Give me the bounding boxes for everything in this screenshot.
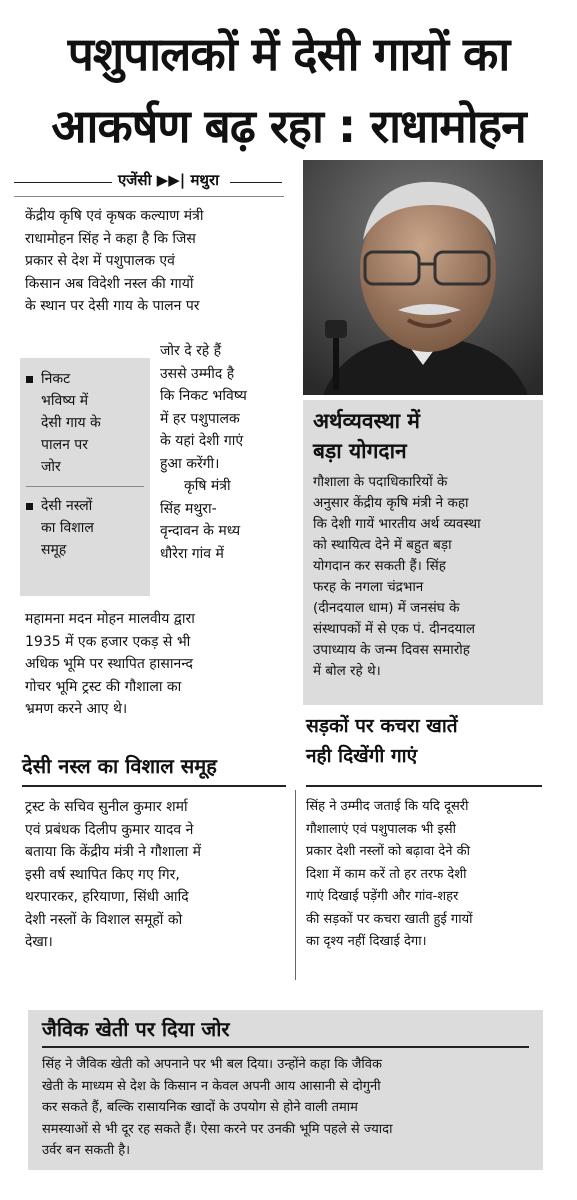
byline: एजेंसी ▶▶| मथुरा [118,171,220,189]
narrow-paragraph [160,340,287,565]
column-divider [295,790,296,980]
text-line: उससे उम्मीद है [160,365,235,382]
minister-portrait-photo [303,160,543,395]
text-line: का विशाल [41,520,94,536]
sidebox-text [313,472,533,682]
text-line: भविष्य में [41,393,89,409]
text-line: की सड़कों पर कचरा खाती हुई गायों [306,911,473,927]
text-line: देखा। [25,934,53,950]
text-line: प्रकार से देश में पशुपालक एवं [25,253,175,269]
text-line: को स्थायित्व देने में बहुत बड़ा [313,537,452,553]
text-line: में हर पशुपालक [160,410,240,427]
text-line: थरपारकर, हरियाणा, सिंधी आदि [25,889,189,905]
text-line: देसी नस्लों [41,498,93,514]
byline-rule-right [230,182,282,183]
text-line: संस्थापकों में से एक पं. दीनदयाल [313,621,476,637]
section-4-title: जैविक खेती पर दिया जोर [42,1017,230,1041]
text-line: हुआ करेंगी। [160,455,220,472]
organic-farming-box [28,1010,543,1170]
text-line: के यहां देशी गाएं [160,433,244,449]
text-line: सिंह ने उम्मीद जताई कि यदि दूसरी [306,799,469,814]
text-line: कृषि मंत्री [184,478,231,494]
sidebox-title-line: अर्थव्यवस्था में [313,409,420,433]
text-line: कि निकट भविष्य [160,388,247,404]
text-line: बताया कि केंद्रीय मंत्री ने गौशाला में [25,844,201,860]
byline-rule-left [14,182,112,183]
text-line: सिंह ने जैविक खेती को अपनाने पर भी बल दिया। उन्होंने कहा कि जैविक [42,1057,382,1072]
highlight-item [26,368,144,478]
text-line: निकट [41,371,71,387]
intro-top-rule [14,196,284,197]
text-line: (दीनदयाल धाम) में जनसंघ के [313,600,460,616]
portrait-icon [303,160,543,395]
text-line: गौशालाएं एवं पशुपालक भी इसी [306,821,457,837]
text-line: का दृश्य नहीं दिखाई देगा। [306,934,427,949]
text-line: ट्रस्ट के सचिव सुनील कुमार शर्मा [25,799,188,815]
section-4-paragraph [42,1054,529,1162]
sidebox-title-line: बड़ा योगदान [313,439,407,463]
text-line: एवं प्रबंधक दिलीप कुमार यादव ने [25,821,194,838]
text-line: देसी गाय के [41,415,101,431]
section-2-title: देसी नस्ल का विशाल समूह [22,754,217,778]
text-line: गाएं दिखाई पड़ेंगी और गांव-शहर [306,889,459,904]
text-line: में बोल रहे थे। [313,663,381,679]
text-line: सिंह मथुरा- [160,500,217,517]
section-3-title-line: सड़कों पर कचरा खातें [306,715,458,737]
section-3-rule [306,785,542,787]
text-line: योगदान कर सकती हैं। सिंह [313,558,446,574]
text-line: जोर [41,459,61,475]
bullet-square-icon [26,376,33,383]
headline-line-2: आकर्षण बढ़ रहा : राधामोहन [51,99,526,153]
text-line: किसान अब विदेशी नस्ल की गायों [25,275,194,292]
text-line: फरह के नगला चंद्रभान [313,579,424,595]
text-line: केंद्रीय कृषि एवं कृषक कल्याण मंत्री [25,208,204,224]
highlight-item [26,495,144,561]
text-line: कर सकते हैं, बल्कि रासायनिक खादों के उपयोग से होने वाली तमाम [42,1100,358,1115]
text-line: खेती के माध्यम से देश के किसान न केवल अपनी आय आसानी से दोगुनी [42,1078,381,1094]
continue-paragraph [25,608,287,721]
text-line: के स्थान पर देसी गाय के पालन पर [25,298,200,314]
text-line: गौशाला के पदाधिकारियों के [313,474,448,490]
text-line: पालन पर [41,437,88,453]
text-line: राधामोहन सिंह ने कहा है कि जिस [25,230,196,247]
economy-sidebox [303,400,543,705]
section-2-rule [22,785,286,787]
bullet-square-icon [26,503,33,510]
text-line: 1935 में एक हजार एकड़ से भी [25,633,191,650]
text-line: समूह [41,542,67,558]
text-line: गोचर भूमि ट्रस्ट की गौशाला का [25,678,182,695]
text-line: प्रकार देशी नस्लों को बढ़ावा देने की [306,844,470,859]
text-line: समस्याओं से भी दूर रह सकते हैं। ऐसा करने पर उनकी भूमि पहले से ज्यादा [42,1121,393,1137]
text-line: महामना मदन मोहन मालवीय द्वारा [25,611,195,627]
text-line: उर्वर बन सकती है। [42,1143,131,1158]
intro-paragraph [25,205,287,318]
text-line: धौरेरा गांव में [160,545,224,562]
section-3-title-line: नही दिखेंगी गाएं [306,745,418,767]
headline-line-1: पशुपालकों में देसी गायों का [67,27,510,81]
text-line: भ्रमण करने आए थे। [25,701,128,717]
text-line: दिशा में काम करें तो हर तरफ देशी [306,866,467,882]
text-line: जोर दे रहे हैं [160,343,222,359]
text-line: कि देशी गायें भारतीय अर्थ व्यवस्था [313,516,481,532]
text-line: देशी नस्लों के विशाल समूहों को [25,911,183,928]
text-line: अधिक भूमि पर स्थापित हासानन्द [25,656,193,672]
text-line: इसी वर्ष स्थापित किए गए गिर, [25,866,180,883]
highlights-box [20,358,150,596]
section-3-paragraph [306,796,546,954]
text-line: वृन्दावन के मध्य [160,523,241,539]
text-line: उपाध्याय के जन्म दिवस समारोह [313,642,470,658]
text-line: अनुसार केंद्रीय कृषि मंत्री ने कहा [313,495,469,511]
section-2-paragraph [25,796,287,954]
